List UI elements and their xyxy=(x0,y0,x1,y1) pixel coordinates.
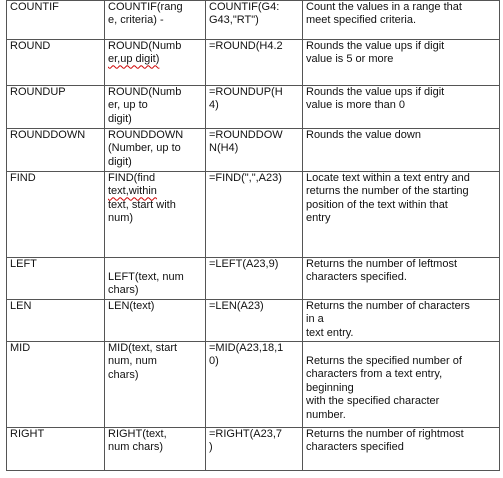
function-syntax: LEFT(text, num chars) xyxy=(105,258,206,300)
function-name: ROUNDDOWN xyxy=(7,129,105,172)
table-row xyxy=(7,86,500,129)
function-syntax: FIND(find text,within text, start with num) xyxy=(105,172,206,258)
function-syntax: ROUND(Numb er,up digit) xyxy=(105,40,206,86)
table-row xyxy=(7,129,500,172)
table-row xyxy=(7,258,500,300)
function-description: Returns the number of rightmost characters specified xyxy=(303,428,500,471)
table-row xyxy=(7,300,500,342)
function-description: Rounds the value ups if digit value is 5 or more xyxy=(303,40,500,86)
function-syntax: RIGHT(text, num chars) xyxy=(105,428,206,471)
function-example: COUNTIF(G4: G43,"RT") xyxy=(206,1,303,40)
function-description: Count the values in a range that meet specified criteria. xyxy=(303,1,500,40)
function-name: ROUNDUP xyxy=(7,86,105,129)
function-description: Rounds the value ups if digit value is more than 0 xyxy=(303,86,500,129)
function-example: =ROUNDDOW N(H4) xyxy=(206,129,303,172)
table-row xyxy=(7,40,500,86)
function-description: Returns the number of leftmost characters specified. xyxy=(303,258,500,300)
function-description: Returns the number of characters in a text entry. xyxy=(303,300,500,342)
table-row xyxy=(7,342,500,428)
function-name: COUNTIF xyxy=(7,1,105,40)
function-name: FIND xyxy=(7,172,105,258)
function-description: Rounds the value down xyxy=(303,129,500,172)
table-row xyxy=(7,428,500,471)
function-example: =MID(A23,18,1 0) xyxy=(206,342,303,428)
function-name: LEFT xyxy=(7,258,105,300)
function-syntax: ROUNDDOWN (Number, up to digit) xyxy=(105,129,206,172)
function-name: ROUND xyxy=(7,40,105,86)
function-syntax: MID(text, start num, num chars) xyxy=(105,342,206,428)
function-description: Returns the specified number of characters from a text entry, beginning with the specified character number. xyxy=(303,342,500,428)
function-name: LEN xyxy=(7,300,105,342)
function-example: =LEFT(A23,9) xyxy=(206,258,303,300)
function-example: =ROUNDUP(H 4) xyxy=(206,86,303,129)
table-row xyxy=(7,1,500,40)
table-row xyxy=(7,172,500,258)
function-example: =ROUND(H4.2 xyxy=(206,40,303,86)
function-description: Locate text within a text entry and returns the number of the starting position of the text within that entry xyxy=(303,172,500,258)
function-syntax: COUNTIF(rang e, criteria) - xyxy=(105,1,206,40)
function-example: =FIND(",",A23) xyxy=(206,172,303,258)
function-syntax: LEN(text) xyxy=(105,300,206,342)
function-syntax: ROUND(Numb er, up to digit) xyxy=(105,86,206,129)
function-example: =RIGHT(A23,7 ) xyxy=(206,428,303,471)
function-table xyxy=(6,0,500,471)
function-name: RIGHT xyxy=(7,428,105,471)
function-example: =LEN(A23) xyxy=(206,300,303,342)
function-name: MID xyxy=(7,342,105,428)
